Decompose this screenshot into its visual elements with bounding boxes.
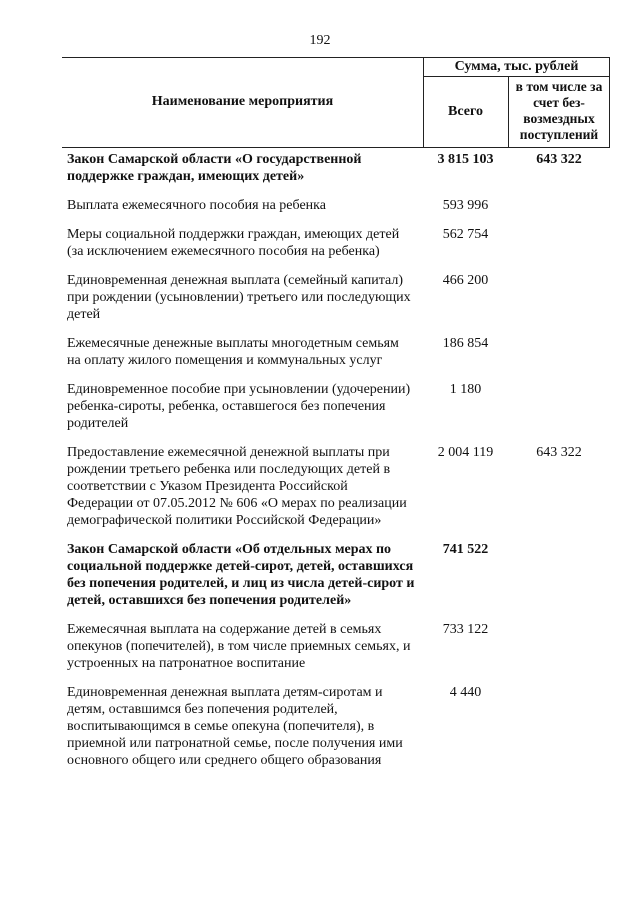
row-name: Закон Самарской области «Об отдельных мерах по социальной поддержке детей-сирот, детей, оставшихся без попечения родителей, и лиц из числа детей-сирот и детей, оставшихся без попечения родителей» bbox=[67, 542, 415, 608]
table-row bbox=[67, 381, 610, 432]
row-name: Закон Самарской области «О государственной поддержке граждан, имеющих детей» bbox=[67, 152, 362, 184]
column-header-name: Наименование мероприятия bbox=[151, 94, 334, 109]
table-row bbox=[67, 335, 610, 369]
table-row bbox=[67, 541, 610, 609]
row-total: 562 754 bbox=[442, 227, 489, 242]
column-header-sum: Сумма, тыс. рублей bbox=[454, 59, 579, 74]
table-row bbox=[67, 444, 610, 529]
row-total: 186 854 bbox=[442, 336, 489, 351]
table-row bbox=[67, 272, 610, 323]
row-total: 3 815 103 bbox=[437, 152, 494, 167]
table-row bbox=[67, 151, 610, 185]
row-name: Единовременная денежная выплата детям-сиротам и детям, оставшимся без попечения родителей, воспитывающимся в семье опекуна (попечителя), в приемной или патронатной семье, после получения ими основного общего или среднего общего образования bbox=[67, 685, 403, 768]
row-name: Единовременное пособие при усыновлении (удочерении) ребенка-сироты, ребенка, оставшегося без попечения родителей bbox=[67, 382, 411, 431]
row-total: 733 122 bbox=[442, 622, 489, 637]
table-row bbox=[67, 197, 610, 214]
row-including: 643 322 bbox=[536, 445, 582, 460]
page-number: 192 bbox=[309, 33, 331, 48]
row-name: Выплата ежемесячного пособия на ребенка bbox=[67, 198, 326, 213]
row-total: 4 440 bbox=[449, 685, 482, 700]
row-name: Ежемесячные денежные выплаты многодетным семьям на оплату жилого помещения и коммунальных услуг bbox=[67, 336, 399, 368]
table-header bbox=[62, 57, 610, 148]
row-name: Ежемесячная выплата на содержание детей в семьях опекунов (попечителей), в том числе приемных семьях, и устроенных на патронатное воспитание bbox=[67, 622, 411, 671]
row-name: Меры социальной поддержки граждан, имеющих детей (за исключением ежемесячного пособия на ребенка) bbox=[67, 227, 400, 259]
row-name: Единовременная денежная выплата (семейный капитал) при рождении (усыновлении) третьего или последующих детей bbox=[67, 273, 411, 322]
row-total: 593 996 bbox=[442, 198, 489, 213]
table-body bbox=[67, 151, 610, 781]
row-total: 2 004 119 bbox=[437, 445, 494, 460]
column-header-total: Всего bbox=[448, 104, 483, 119]
row-total: 741 522 bbox=[442, 542, 489, 557]
table-row bbox=[67, 226, 610, 260]
row-name: Предоставление ежемесячной денежной выплаты при рождении третьего ребенка или последующих детей в соответствии с Указом Президента Российской Федерации от 07.05.2012 № 606 «О мерах по реализации демографической политики Российской Федерации» bbox=[67, 445, 407, 528]
row-total: 1 180 bbox=[449, 382, 482, 397]
table-row bbox=[67, 684, 610, 769]
row-including: 643 322 bbox=[536, 152, 582, 167]
column-header-including: в том числе за счет без-возмездных поступлений bbox=[515, 79, 603, 142]
table-row bbox=[67, 621, 610, 672]
row-total: 466 200 bbox=[442, 273, 489, 288]
